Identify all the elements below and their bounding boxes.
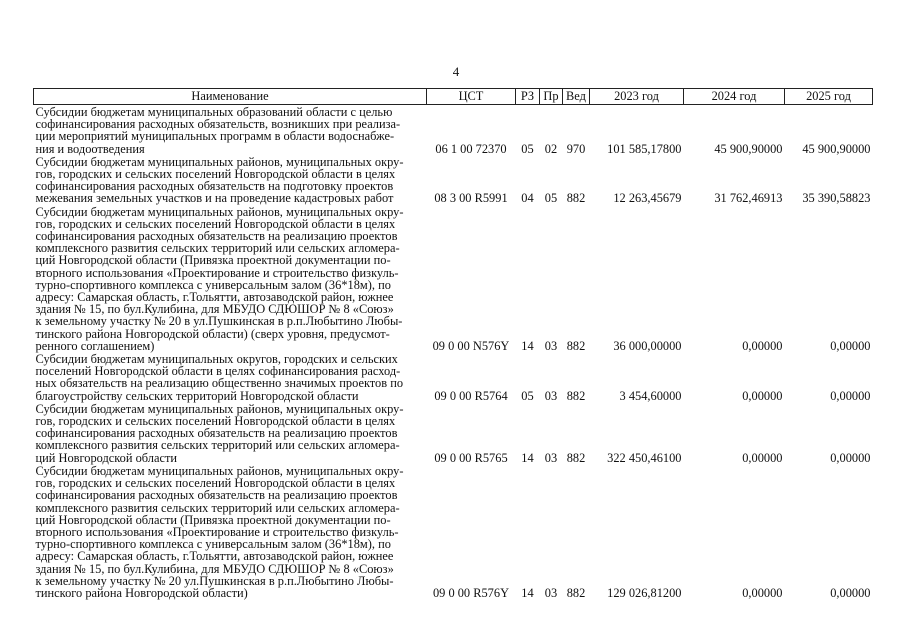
page-number: 4: [452, 64, 460, 79]
row-name-line: гов, городских и сельских поселений Новгородской области в целях: [35, 476, 396, 491]
row-name-line: к земельному участку № 20 в ул.Пушкинская в р.п.Любытино Любы-: [35, 314, 403, 329]
col-header-ved: Вед: [563, 89, 590, 105]
row-cst: 09 0 00 R576Y: [432, 585, 510, 600]
row-name-line: ренного соглашением): [35, 338, 155, 353]
row-name-line: ций Новгородской области: [35, 450, 178, 465]
row-name-line: ций Новгородской области (Привязка проектной документации по-: [35, 253, 391, 268]
row-name: [34, 402, 427, 464]
row-cst: 06 1 00 72370: [435, 141, 507, 156]
table-row: [34, 105, 873, 155]
row-name-line: межевания земельных участков и на проведение кадастровых работ: [35, 191, 394, 206]
row-value-2024: 31 762,46913: [714, 191, 783, 206]
row-name-line: комплексного развития сельских территорий или сельских агломера-: [35, 241, 400, 256]
row-rz: 05: [521, 141, 534, 156]
row-name: [34, 105, 427, 155]
row-name-line: здания № 15, по бул.Кулибина, для МБУДО СДЮШОР № 8 «Союз»: [35, 302, 394, 317]
budget-table: [33, 88, 873, 599]
row-name-line: турно-спортивного комплекса с универсальным залом (36*18м), по: [35, 537, 391, 552]
row-value-2025: 35 390,58823: [802, 191, 871, 206]
col-header-cst: ЦСТ: [427, 89, 516, 105]
row-value-2023: 3 454,60000: [619, 388, 682, 403]
row-name-line: Субсидии бюджетам муниципальных образований области с целью: [35, 105, 393, 119]
row-name-line: тинского района Новгородской области) (сверх уровня, предусмот-: [35, 326, 390, 341]
table-row: [34, 402, 873, 464]
col-header-pr: Пр: [540, 89, 563, 105]
col-header-2024: 2024 год: [684, 89, 785, 105]
row-name-line: Субсидии бюджетам муниципальных округов, городских и сельских: [35, 352, 398, 367]
col-header-2025: 2025 год: [785, 89, 873, 105]
row-name-line: софинансирования расходных обязательств на подготовку проектов: [35, 179, 394, 194]
row-value-2025: 0,00000: [830, 450, 871, 465]
row-ved: 882: [566, 338, 586, 353]
row-value-2024: 0,00000: [742, 388, 783, 403]
row-name-line: турно-спортивного комплекса с универсальным залом (36*18м), по: [35, 277, 391, 292]
row-cst: 09 0 00 N576Y: [432, 338, 510, 353]
row-value-2024: 0,00000: [742, 585, 783, 600]
row-pr: 03: [544, 585, 558, 600]
table-header-row: [34, 89, 873, 105]
row-name-line: Субсидии бюджетам муниципальных районов, муниципальных окру-: [35, 463, 404, 478]
row-name-line: адресу: Самарская область, г.Тольятти, автозаводской район, южнее: [35, 549, 394, 564]
row-rz: 14: [521, 585, 534, 600]
row-value-2023: 12 263,45679: [613, 191, 682, 206]
row-value-2024: 0,00000: [742, 338, 783, 353]
row-value-2025: 0,00000: [830, 585, 871, 600]
row-name-line: благоустройству сельских территорий Новгородской области: [35, 388, 359, 403]
row-ved: 882: [566, 388, 586, 403]
row-value-2023: 129 026,81200: [607, 585, 682, 600]
row-value-2024: 45 900,90000: [714, 141, 783, 156]
row-name: [34, 205, 427, 352]
row-value-2023: 322 450,46100: [607, 450, 682, 465]
col-header-rz: РЗ: [516, 89, 540, 105]
row-value-2025: 0,00000: [830, 338, 871, 353]
row-name-line: гов, городских и сельских поселений Новгородской области в целях: [35, 167, 396, 182]
row-name-line: ных обязательств на реализацию общественно значимых проектов по: [35, 376, 404, 391]
row-name-line: ций Новгородской области (Привязка проектной документации по-: [35, 512, 391, 527]
table-row: [34, 464, 873, 599]
row-name-line: софинансирования расходных обязательств на реализацию проектов: [35, 488, 398, 503]
row-name: [34, 352, 427, 402]
row-rz: 05: [521, 388, 534, 403]
row-cst: 09 0 00 R5765: [434, 450, 508, 465]
row-rz: 14: [521, 338, 534, 353]
row-name-line: Субсидии бюджетам муниципальных районов, муниципальных окру-: [35, 204, 404, 219]
row-name-line: комплексного развития сельских территорий или сельских агломера-: [35, 500, 400, 515]
row-name-line: вторного использования «Проектирование и строительство физкуль-: [35, 265, 399, 280]
table-row: [34, 205, 873, 352]
row-cst: 08 3 00 R5991: [434, 191, 508, 206]
row-pr: 05: [544, 191, 558, 206]
table-row: [34, 155, 873, 205]
row-name: [34, 464, 427, 599]
row-pr: 02: [544, 141, 558, 156]
row-name: [34, 155, 427, 205]
row-pr: 03: [544, 450, 558, 465]
row-name-line: ния и водоотведения: [35, 141, 145, 156]
row-pr: 03: [544, 388, 558, 403]
row-name-line: софинансирования расходных обязательств на реализацию проектов: [35, 426, 398, 441]
col-header-2023: 2023 год: [590, 89, 684, 105]
row-name-line: вторного использования «Проектирование и строительство физкуль-: [35, 524, 399, 539]
row-pr: 03: [544, 338, 558, 353]
row-ved: 882: [566, 585, 586, 600]
row-value-2025: 45 900,90000: [802, 141, 871, 156]
row-name-line: гов, городских и сельских поселений Новгородской области в целях: [35, 216, 396, 231]
row-name-line: ции мероприятий муниципальных программ в области водоснабже-: [35, 129, 395, 144]
row-name-line: софинансирования расходных обязательств на реализацию проектов: [35, 229, 398, 244]
row-value-2025: 0,00000: [830, 388, 871, 403]
row-name-line: комплексного развития сельских территорий или сельских агломера-: [35, 438, 400, 453]
row-name-line: здания № 15, по бул.Кулибина, для МБУДО СДЮШОР № 8 «Союз»: [35, 561, 394, 576]
row-ved: 882: [566, 191, 586, 206]
row-rz: 04: [521, 191, 534, 206]
row-name-line: гов, городских и сельских поселений Новгородской области в целях: [35, 414, 396, 429]
row-ved: 882: [566, 450, 586, 465]
row-name-line: к земельному участку № 20 ул.Пушкинская в р.п.Любытино Любы-: [35, 573, 394, 588]
col-header-name: Наименование: [34, 89, 427, 105]
row-value-2023: 36 000,00000: [613, 338, 682, 353]
row-name-line: софинансирования расходных обязательств, возникших при реализа-: [35, 117, 401, 132]
row-name-line: Субсидии бюджетам муниципальных районов, муниципальных окру-: [35, 154, 404, 169]
table-body: [34, 105, 873, 600]
row-rz: 14: [521, 450, 534, 465]
row-value-2024: 0,00000: [742, 450, 783, 465]
row-name-line: поселений Новгородской области в целях софинансирования расход-: [35, 364, 401, 379]
table-row: [34, 352, 873, 402]
row-name-line: адресу: Самарская область, г.Тольятти, автозаводской район, южнее: [35, 290, 394, 305]
row-name-line: тинского района Новгородской области): [35, 585, 248, 600]
row-cst: 09 0 00 R5764: [434, 388, 508, 403]
row-name-line: Субсидии бюджетам муниципальных районов, муниципальных окру-: [35, 401, 404, 416]
row-value-2023: 101 585,17800: [607, 141, 682, 156]
row-ved: 970: [566, 141, 586, 156]
